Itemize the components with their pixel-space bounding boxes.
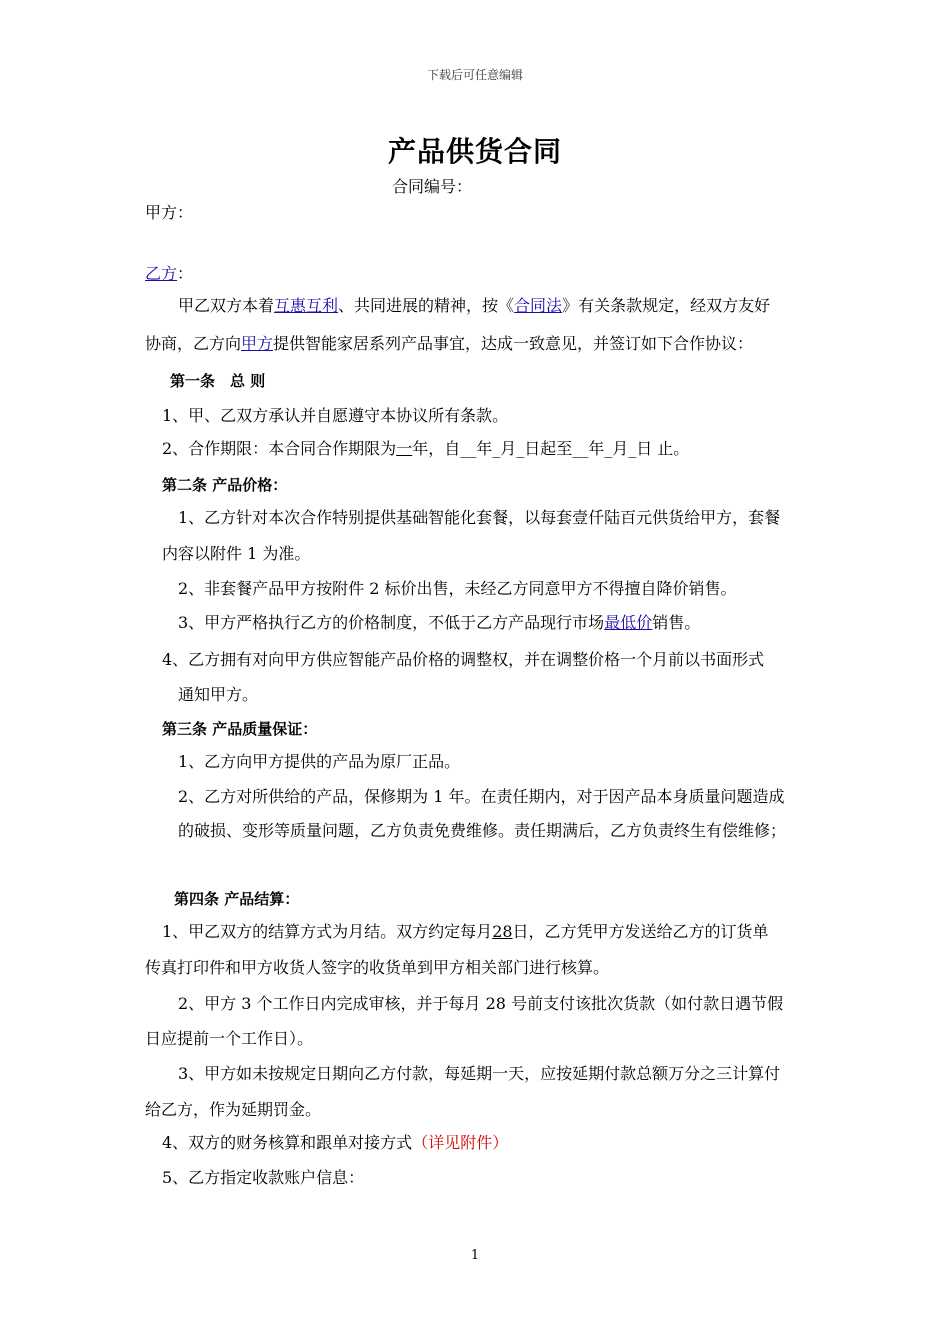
article-2-item-1-line-2: 内容以附件 1 为准。	[162, 544, 311, 563]
article-1-heading: 第一条 总 则	[170, 372, 266, 390]
article-4-item-1-line-1: 1、甲乙双方的结算方式为月结。双方约定每月28日，乙方凭甲方发送给乙方的订货单	[162, 922, 769, 941]
page-header: 下载后可任意编辑	[426, 68, 523, 82]
article-4-item-1-line-2: 传真打印件和甲方收货人签字的收货单到甲方相关部门进行核算。	[145, 958, 610, 977]
party-a-link[interactable]: 甲方	[241, 334, 274, 353]
party-b-colon: ：	[177, 264, 194, 283]
article-2-item-4-line-2: 通知甲方。	[178, 685, 259, 704]
article-3-item-2-line-2: 的破损、变形等质量问题，乙方负责免费维修。责任期满后，乙方负责终生有偿维修；	[178, 821, 787, 840]
article-4-item-2-line-1: 2、甲方 3 个工作日内完成审核，并于每月 28 号前支付该批次货款（如付款日遇节假	[178, 994, 784, 1013]
mutual-benefit-link[interactable]: 互惠互利	[274, 296, 339, 315]
article-2-item-2: 2、非套餐产品甲方按附件 2 标价出售，未经乙方同意甲方不得擅自降价销售。	[178, 579, 737, 598]
article-2-item-1-line-1: 1、乙方针对本次合作特别提供基础智能化套餐，以每套壹仟陆百元供货给甲方，套餐	[178, 508, 781, 527]
article-2-heading: 第二条 产品价格：	[162, 476, 288, 494]
article-3-item-2-line-1: 2、乙方对所供给的产品，保修期为 1 年。在责任期内，对于因产品本身质量问题造成	[178, 787, 785, 806]
article-4-heading: 第四条 产品结算：	[174, 890, 300, 908]
article-1-item-2: 2、合作期限：本合同合作期限为一年，自__年_月_日起至__年_月_日 止。	[162, 439, 690, 458]
article-2-item-3: 3、甲方严格执行乙方的价格制度，不低于乙方产品现行市场最低价销售。	[178, 613, 701, 632]
article-2-item-4-line-1: 4、乙方拥有对向甲方供应智能产品价格的调整权，并在调整价格一个月前以书面形式	[162, 650, 765, 669]
document-title: 产品供货合同	[387, 135, 562, 168]
intro-line-1: 甲乙双方本着互惠互利、共同进展的精神，按《合同法》有关条款规定，经双方友好	[178, 296, 771, 315]
article-4-item-4: 4、双方的财务核算和跟单对接方式（详见附件）	[162, 1133, 509, 1152]
intro-line-2: 协商，乙方向甲方提供智能家居系列产品事宜，达成一致意见，并签订如下合作协议：	[145, 334, 754, 353]
article-4-item-5: 5、乙方指定收款账户信息：	[162, 1168, 365, 1187]
article-4-item-3-line-2: 给乙方，作为延期罚金。	[145, 1100, 322, 1119]
article-3-heading: 第三条 产品质量保证：	[162, 720, 318, 738]
party-b-line	[145, 263, 193, 285]
lowest-price-link[interactable]: 最低价	[604, 613, 653, 632]
see-attachment-note: （详见附件）	[412, 1133, 509, 1152]
contract-number-label: 合同编号：	[392, 177, 473, 196]
article-4-item-3-line-1: 3、甲方如未按规定日期向乙方付款，每延期一天，应按延期付款总额万分之三计算付	[178, 1064, 781, 1083]
article-3-item-1: 1、乙方向甲方提供的产品为原厂正品。	[178, 752, 461, 771]
article-1-item-1: 1、甲、乙双方承认并自愿遵守本协议所有条款。	[162, 406, 509, 425]
article-4-item-2-line-2: 日应提前一个工作日）。	[145, 1029, 314, 1048]
contract-law-link[interactable]: 合同法	[514, 296, 563, 315]
party-a-label: 甲方：	[145, 203, 194, 222]
page-number: 1	[470, 1248, 480, 1263]
party-b-link[interactable]: 乙方	[145, 264, 178, 283]
